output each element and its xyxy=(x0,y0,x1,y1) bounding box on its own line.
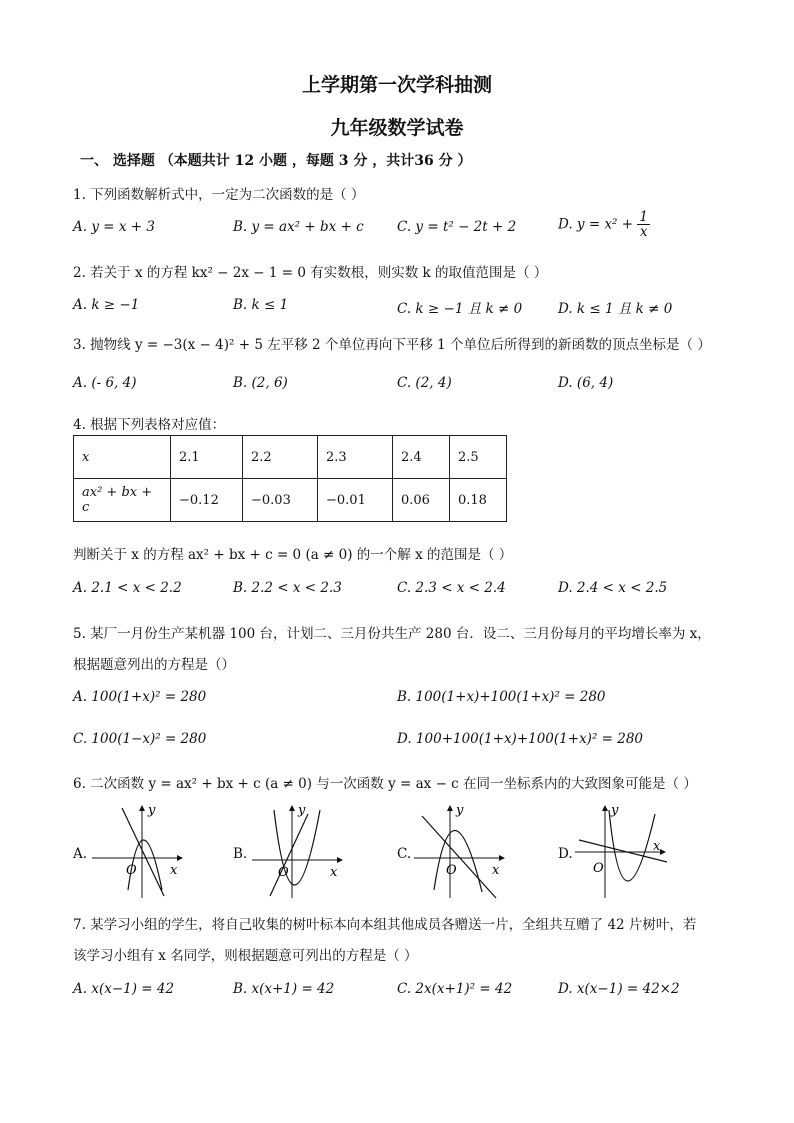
q7-option-c: C. 2x(x+1)² = 42 xyxy=(397,981,513,997)
table-cell: −0.03 xyxy=(243,479,318,522)
table-cell: x xyxy=(74,436,171,479)
q1-stem: 1. 下列函数解析式中，一定为二次函数的是（ ） xyxy=(73,187,365,203)
axis-label-y: y xyxy=(456,803,464,818)
q6-stem: 6. 二次函数 y = ax² + bx + c (a ≠ 0) 与一次函数 y = ax − c 在同一坐标系内的大致图象可能是（ ） xyxy=(73,776,697,792)
q5-stem-line-2: 根据题意列出的方程是（） xyxy=(73,657,235,673)
q6-graph-b xyxy=(250,800,350,900)
q1-option-b: B. y = ax² + bx + c xyxy=(233,219,364,235)
table-row xyxy=(74,479,507,522)
q5-stem-line-1: 5. 某厂一月份生产某机器 100 台，计划二、三月份共生产 280 台．设二、三月份每月的平均增长率为 x， xyxy=(73,626,711,642)
axis-label-y: y xyxy=(148,803,156,818)
axis-label-x: x xyxy=(492,863,500,878)
q6-graph-a xyxy=(90,800,190,900)
axis-label-y: y xyxy=(298,803,306,818)
q3-option-d: D. (6, 4) xyxy=(558,375,614,391)
axis-label-x: x xyxy=(170,863,178,878)
q1-option-d xyxy=(558,210,650,239)
q6-label-b: B. xyxy=(233,846,248,862)
q5-option-c: C. 100(1−x)² = 280 xyxy=(73,731,207,747)
q4-option-d: D. 2.4 < x < 2.5 xyxy=(558,580,668,596)
title-line-2: 九年级数学试卷 xyxy=(330,117,464,139)
q5-option-b: B. 100(1+x)+100(1+x)² = 280 xyxy=(397,689,606,705)
table-cell: 2.2 xyxy=(243,436,318,479)
q7-stem-line-1: 7. 某学习小组的学生，将自己收集的树叶标本向本组其他成员各赠送一片，全组共互赠了 42 片树叶，若 xyxy=(73,917,697,933)
q2-option-b: B. k ≤ 1 xyxy=(233,297,289,313)
q6-graph-d xyxy=(573,800,673,900)
q6-label-c: C. xyxy=(397,846,412,862)
table-cell: 0.06 xyxy=(393,479,450,522)
q5-option-d: D. 100+100(1+x)+100(1+x)² = 280 xyxy=(397,731,644,747)
q1-option-d-numerator: 1 xyxy=(639,209,648,225)
table-cell: 2.3 xyxy=(318,436,393,479)
origin-label: O xyxy=(278,865,289,880)
title-line-1: 上学期第一次学科抽测 xyxy=(301,74,492,96)
q1-option-d-prefix: D. y = x² + xyxy=(558,216,634,233)
table-cell: −0.12 xyxy=(171,479,243,522)
q4-value-table xyxy=(73,435,507,522)
q2-option-a: A. k ≥ −1 xyxy=(73,297,140,313)
q6-label-d: D. xyxy=(558,846,573,862)
q4-option-b: B. 2.2 < x < 2.3 xyxy=(233,580,342,596)
table-cell: 2.1 xyxy=(171,436,243,479)
q4-question: 判断关于 x 的方程 ax² + bx + c = 0 (a ≠ 0) 的一个解 x 的范围是（ ） xyxy=(73,547,513,563)
q3-option-c: C. (2, 4) xyxy=(397,375,452,391)
table-cell: 2.4 xyxy=(393,436,450,479)
table-row xyxy=(74,436,507,479)
table-cell: −0.01 xyxy=(318,479,393,522)
q7-option-a: A. x(x−1) = 42 xyxy=(73,981,175,997)
q7-stem-line-2: 该学习小组有 x 名同学，则根据题意可列出的方程是（ ） xyxy=(73,948,418,964)
q6-label-a: A. xyxy=(73,846,88,862)
section-heading: 一、 选择题 （本题共计 12 小题 ，每题 3 分 ，共计36 分 ） xyxy=(80,153,472,169)
table-cell: 2.5 xyxy=(450,436,507,479)
q4-stem: 4. 根据下列表格对应值： xyxy=(73,417,226,433)
origin-label: O xyxy=(446,863,457,878)
origin-label: O xyxy=(126,863,137,878)
q1-option-d-denominator: x xyxy=(639,224,648,240)
axis-label-y: y xyxy=(611,803,619,818)
q7-option-b: B. x(x+1) = 42 xyxy=(233,981,335,997)
q5-option-a: A. 100(1+x)² = 280 xyxy=(73,689,207,705)
q2-option-c: C. k ≥ −1 且 k ≠ 0 xyxy=(397,301,523,317)
table-cell: 0.18 xyxy=(450,479,507,522)
q3-stem: 3. 抛物线 y = −3(x − 4)² + 5 左平移 2 个单位再向下平移 1 个单位后所得到的新函数的顶点坐标是（ ） xyxy=(73,337,711,353)
q7-option-d: D. x(x−1) = 42×2 xyxy=(558,981,680,997)
q2-option-d: D. k ≤ 1 且 k ≠ 0 xyxy=(558,301,673,317)
table-cell: ax² + bx + c xyxy=(74,479,171,522)
q1-option-a: A. y = x + 3 xyxy=(73,219,155,235)
q3-option-b: B. (2, 6) xyxy=(233,375,288,391)
q6-graph-c xyxy=(412,800,512,900)
axis-label-x: x xyxy=(330,865,338,880)
axis-label-x: x xyxy=(653,839,661,854)
q1-option-c: C. y = t² − 2t + 2 xyxy=(397,219,517,235)
q4-option-a: A. 2.1 < x < 2.2 xyxy=(73,580,182,596)
q2-stem: 2. 若关于 x 的方程 kx² − 2x − 1 = 0 有实数根，则实数 k 的取值范围是（ ） xyxy=(73,265,548,281)
q4-option-c: C. 2.3 < x < 2.4 xyxy=(397,580,506,596)
q1-option-d-fraction xyxy=(637,210,650,239)
origin-label: O xyxy=(593,861,604,876)
q3-option-a: A. (- 6, 4) xyxy=(73,375,137,391)
